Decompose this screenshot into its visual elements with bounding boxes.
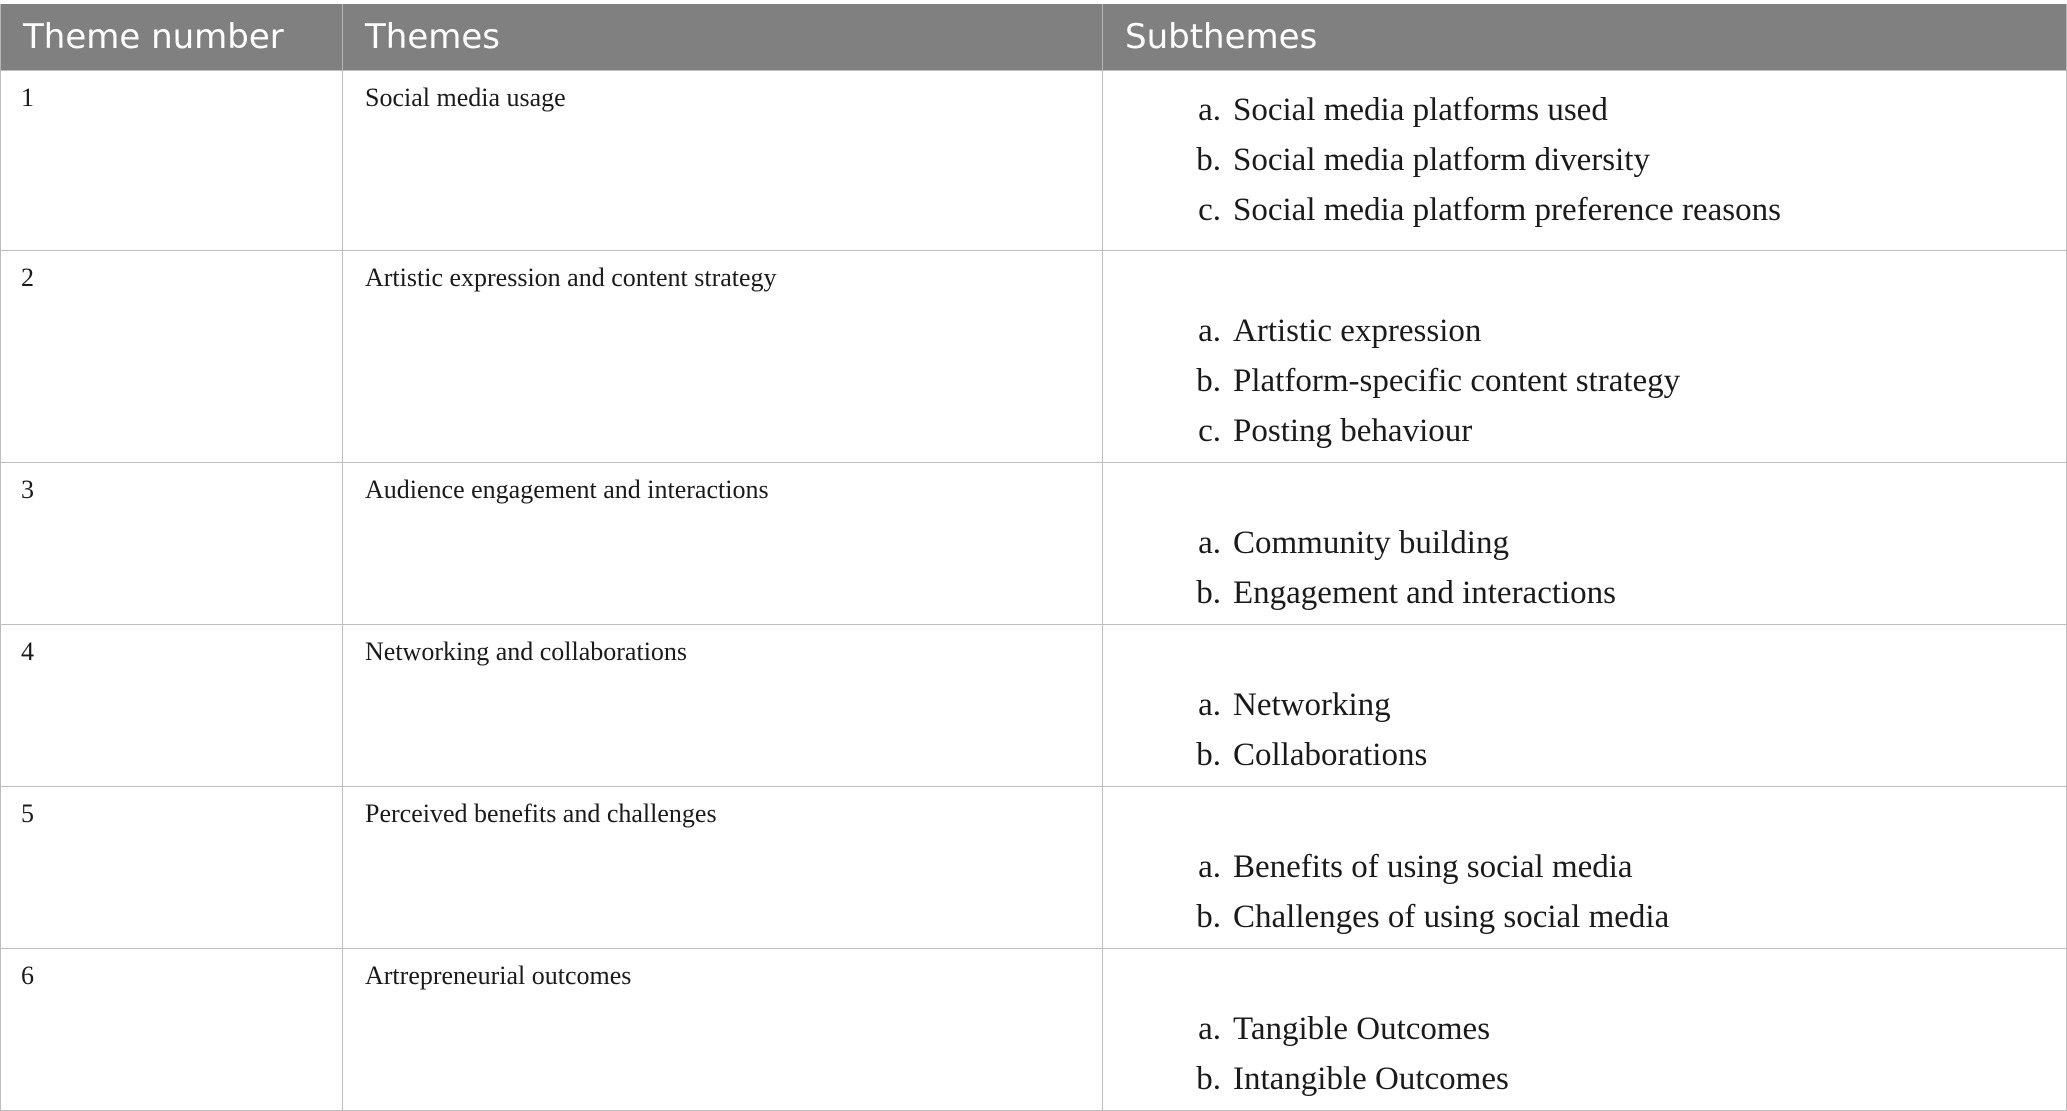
header-themes: Themes — [343, 4, 1103, 71]
subthemes-cell — [1103, 787, 2067, 949]
subtheme-item — [1175, 842, 1669, 892]
theme-cell: Social media usage — [343, 71, 1103, 251]
subtheme-item — [1175, 135, 1781, 185]
subtheme-text: Intangible Outcomes — [1233, 1061, 1509, 1097]
header-row — [1, 4, 2067, 71]
subtheme-item — [1175, 406, 1680, 456]
subtheme-text: Collaborations — [1233, 737, 1428, 773]
theme-cell: Artrepreneurial outcomes — [343, 949, 1103, 1111]
subtheme-letter: b. — [1196, 737, 1221, 773]
subtheme-item — [1175, 568, 1616, 618]
subtheme-text: Artistic expression — [1233, 313, 1482, 349]
table-row — [1, 251, 2067, 463]
subtheme-text: Social media platform diversity — [1233, 142, 1650, 178]
subtheme-text: Tangible Outcomes — [1233, 1011, 1491, 1047]
subtheme-list — [1175, 680, 1427, 780]
subtheme-letter: b. — [1196, 1061, 1221, 1097]
theme-cell: Networking and collaborations — [343, 625, 1103, 787]
table-row — [1, 787, 2067, 949]
subtheme-letter: c. — [1198, 192, 1221, 228]
subtheme-text: Social media platform preference reasons — [1233, 192, 1781, 228]
subtheme-item — [1175, 85, 1781, 135]
subtheme-list — [1175, 1004, 1509, 1104]
subtheme-item — [1175, 680, 1427, 730]
theme-number-cell: 6 — [1, 949, 343, 1111]
subtheme-item — [1175, 185, 1781, 235]
subtheme-letter: b. — [1196, 899, 1221, 935]
subthemes-cell — [1103, 625, 2067, 787]
subthemes-cell — [1103, 949, 2067, 1111]
subtheme-text: Benefits of using social media — [1233, 849, 1633, 885]
table-header — [1, 4, 2067, 71]
subtheme-letter: b. — [1196, 142, 1221, 178]
header-subthemes: Subthemes — [1103, 4, 2067, 71]
subtheme-item — [1175, 356, 1680, 406]
theme-number-cell: 3 — [1, 463, 343, 625]
subtheme-text: Platform-specific content strategy — [1233, 363, 1681, 399]
subtheme-text: Challenges of using social media — [1233, 899, 1670, 935]
theme-number-cell: 4 — [1, 625, 343, 787]
subtheme-letter: a. — [1198, 525, 1221, 561]
subtheme-letter: a. — [1198, 1011, 1221, 1047]
subtheme-letter: a. — [1198, 687, 1221, 723]
subtheme-list — [1175, 842, 1669, 942]
subtheme-list — [1175, 518, 1616, 618]
subtheme-letter: b. — [1196, 575, 1221, 611]
subtheme-letter: a. — [1198, 92, 1221, 128]
theme-cell: Perceived benefits and challenges — [343, 787, 1103, 949]
subtheme-text: Networking — [1233, 687, 1391, 723]
subtheme-text: Posting behaviour — [1233, 413, 1473, 449]
subtheme-text: Social media platforms used — [1233, 92, 1608, 128]
table-body — [1, 71, 2067, 1111]
table-row — [1, 463, 2067, 625]
subtheme-text: Engagement and interactions — [1233, 575, 1617, 611]
subtheme-item — [1175, 1054, 1509, 1104]
subtheme-item — [1175, 730, 1427, 780]
subtheme-list — [1175, 85, 1781, 235]
table-row — [1, 949, 2067, 1111]
subtheme-letter: b. — [1196, 363, 1221, 399]
theme-number-cell: 2 — [1, 251, 343, 463]
subtheme-item — [1175, 518, 1616, 568]
subtheme-list — [1175, 306, 1680, 456]
subtheme-letter: a. — [1198, 849, 1221, 885]
subtheme-item — [1175, 306, 1680, 356]
theme-number-cell: 5 — [1, 787, 343, 949]
subthemes-cell — [1103, 463, 2067, 625]
table-row — [1, 625, 2067, 787]
header-theme-number: Theme number — [1, 4, 343, 71]
table-row — [1, 71, 2067, 251]
subtheme-item — [1175, 892, 1669, 942]
subtheme-letter: c. — [1198, 413, 1221, 449]
subtheme-text: Community building — [1233, 525, 1509, 561]
theme-cell: Artistic expression and content strategy — [343, 251, 1103, 463]
subtheme-item — [1175, 1004, 1509, 1054]
subthemes-cell — [1103, 71, 2067, 251]
themes-table — [0, 4, 2067, 1111]
theme-number-cell: 1 — [1, 71, 343, 251]
subthemes-cell — [1103, 251, 2067, 463]
theme-cell: Audience engagement and interactions — [343, 463, 1103, 625]
subtheme-letter: a. — [1198, 313, 1221, 349]
